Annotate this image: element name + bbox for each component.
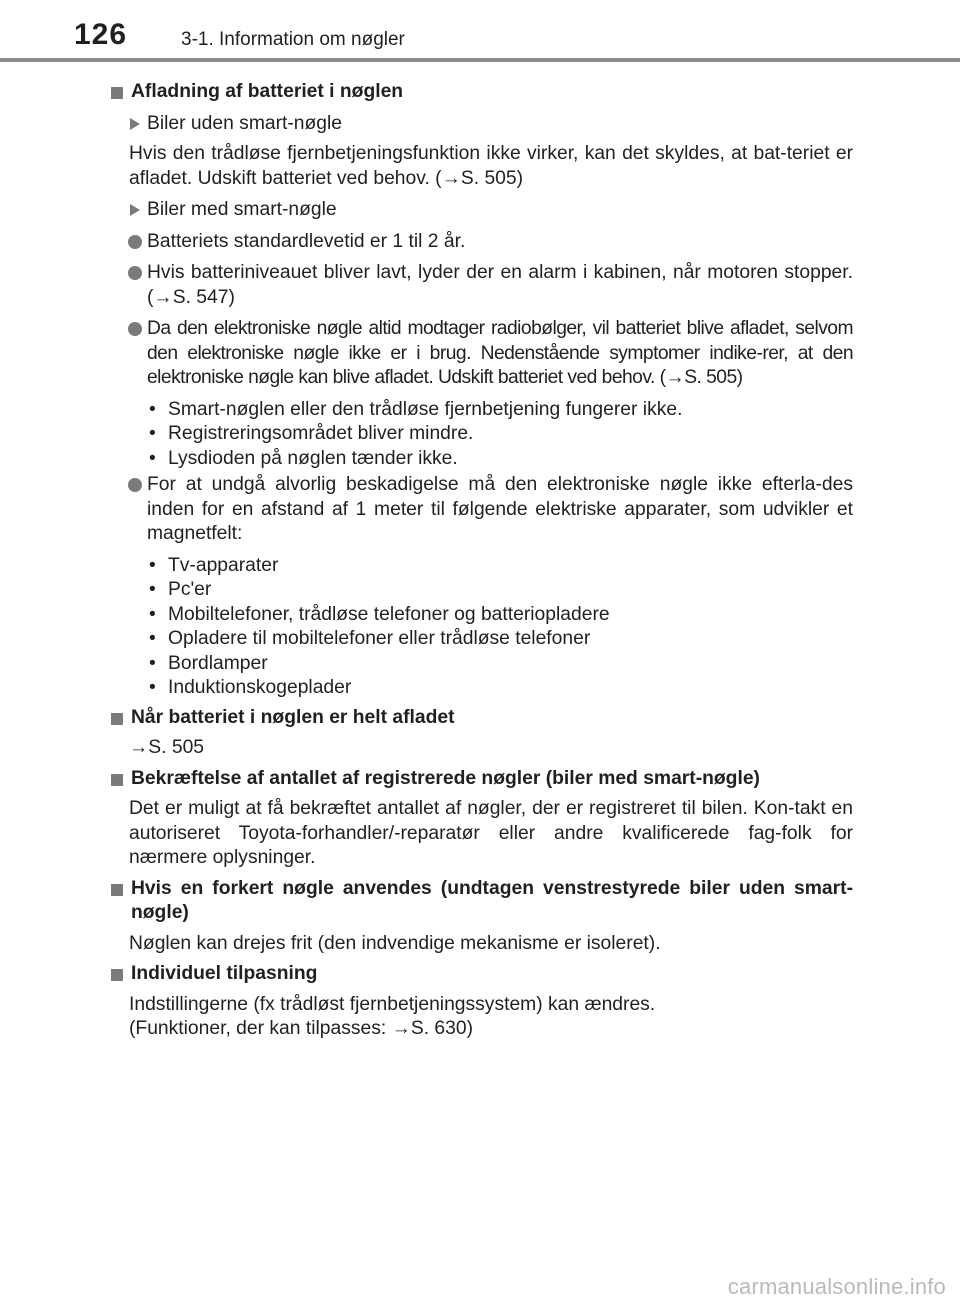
list-item: • Induktionskogeplader	[147, 676, 853, 701]
subheading-without-smart-key: Biler uden smart-nøgle	[108, 112, 853, 137]
bullet-dot-icon: •	[149, 554, 156, 576]
symptom-list	[108, 398, 853, 472]
circle-bullet-icon	[128, 322, 142, 336]
square-bullet-icon	[111, 969, 123, 981]
list-item: Hvis batteriniveauet bliver lavt, lyder der en alarm i kabinen, når motoren stopper. (→S. 547)	[108, 261, 853, 310]
section-heading-wrong-key: Hvis en forkert nøgle anvendes (undtagen venstrestyrede biler uden smart-nøgle)	[108, 877, 853, 926]
circle-bullet-icon	[128, 266, 142, 280]
triangle-bullet-icon	[130, 204, 140, 216]
list-item: Da den elektroniske nøgle altid modtager radiobølger, vil batteriet blive afladet, selvom den elektroniske nøgle ikke er i brug. Nedenstående symptomer indike-rer, at den elektroniske nøgle kan blive afladet. Udskift batteriet ved behov. (→S. 505)	[108, 317, 853, 391]
paragraph-customization-reference: (Funktioner, der kan tilpasses: →S. 630)	[129, 1018, 474, 1039]
header-rule	[0, 58, 960, 62]
list-item: • Lysdioden på nøglen tænder ikke.	[147, 447, 853, 472]
paragraph-wrong-key: Nøglen kan drejes frit (den indvendige mekanisme er isoleret).	[129, 932, 661, 954]
section-heading-battery-discharge: Afladning af batteriet i nøglen	[108, 80, 853, 105]
paragraph-remote-battery: Hvis den trådløse fjernbetjeningsfunktion ikke virker, kan det skyldes, at bat-teriet er afladet. Udskift batteriet ved behov. (→S. 505)	[129, 143, 853, 189]
paragraph-registered-keys: Det er muligt at få bekræftet antallet af nøgler, der er registreret til bilen. Kon-takt en autoriseret Toyota-forhandler/-reparatør eller andre kvalificerede fag-folk for nærmere oplysninger.	[129, 798, 853, 868]
list-item: • Opladere til mobiltelefoner eller trådløse telefoner	[147, 627, 853, 652]
section-title: 3-1. Information om nøgler	[181, 29, 405, 50]
bullet-dot-icon: •	[149, 398, 156, 420]
bullet-dot-icon: •	[149, 447, 156, 469]
page-reference: →S. 505	[129, 737, 205, 758]
subheading-with-smart-key: Biler med smart-nøgle	[108, 198, 853, 223]
triangle-bullet-icon	[130, 118, 140, 130]
list-item: Batteriets standardlevetid er 1 til 2 år.	[108, 230, 853, 255]
section-heading-fully-discharged: Når batteriet i nøglen er helt afladet	[108, 706, 853, 731]
list-item: • Smart-nøglen eller den trådløse fjernbetjening fungerer ikke.	[147, 398, 853, 423]
page-number: 126	[74, 18, 128, 51]
list-item: • Tv-apparater	[147, 554, 853, 579]
circle-bullet-icon	[128, 478, 142, 492]
list-item: • Registreringsområdet bliver mindre.	[147, 422, 853, 447]
page-content	[108, 74, 853, 1042]
square-bullet-icon	[111, 713, 123, 725]
square-bullet-icon	[111, 774, 123, 786]
bullet-dot-icon: •	[149, 423, 156, 444]
bullet-dot-icon: •	[149, 652, 156, 674]
watermark-logo: carmanualsonline.info	[727, 1274, 946, 1299]
square-bullet-icon	[111, 884, 123, 896]
bullet-dot-icon: •	[149, 579, 156, 600]
circle-bullet-icon	[128, 235, 142, 249]
section-heading-registered-keys: Bekræftelse af antallet af registrerede nøgler (biler med smart-nøgle)	[108, 767, 853, 792]
page-header	[0, 0, 960, 64]
list-item: • Bordlamper	[147, 652, 853, 677]
list-item: • Pc'er	[147, 578, 853, 603]
square-bullet-icon	[111, 87, 123, 99]
list-item: For at undgå alvorlig beskadigelse må den elektroniske nøgle ikke efterla-des inden for en afstand af 1 meter til følgende elektriske apparater, som udvikler et magnetfelt:	[108, 473, 853, 547]
bullet-dot-icon: •	[149, 628, 156, 649]
appliance-list	[108, 554, 853, 701]
list-item: • Mobiltelefoner, trådløse telefoner og batteriopladere	[147, 603, 853, 628]
paragraph-customization: Indstillingerne (fx trådløst fjernbetjeningssystem) kan ændres.	[129, 993, 656, 1015]
bullet-dot-icon: •	[149, 677, 156, 698]
section-heading-customization: Individuel tilpasning	[108, 962, 853, 987]
bullet-dot-icon: •	[149, 603, 156, 625]
